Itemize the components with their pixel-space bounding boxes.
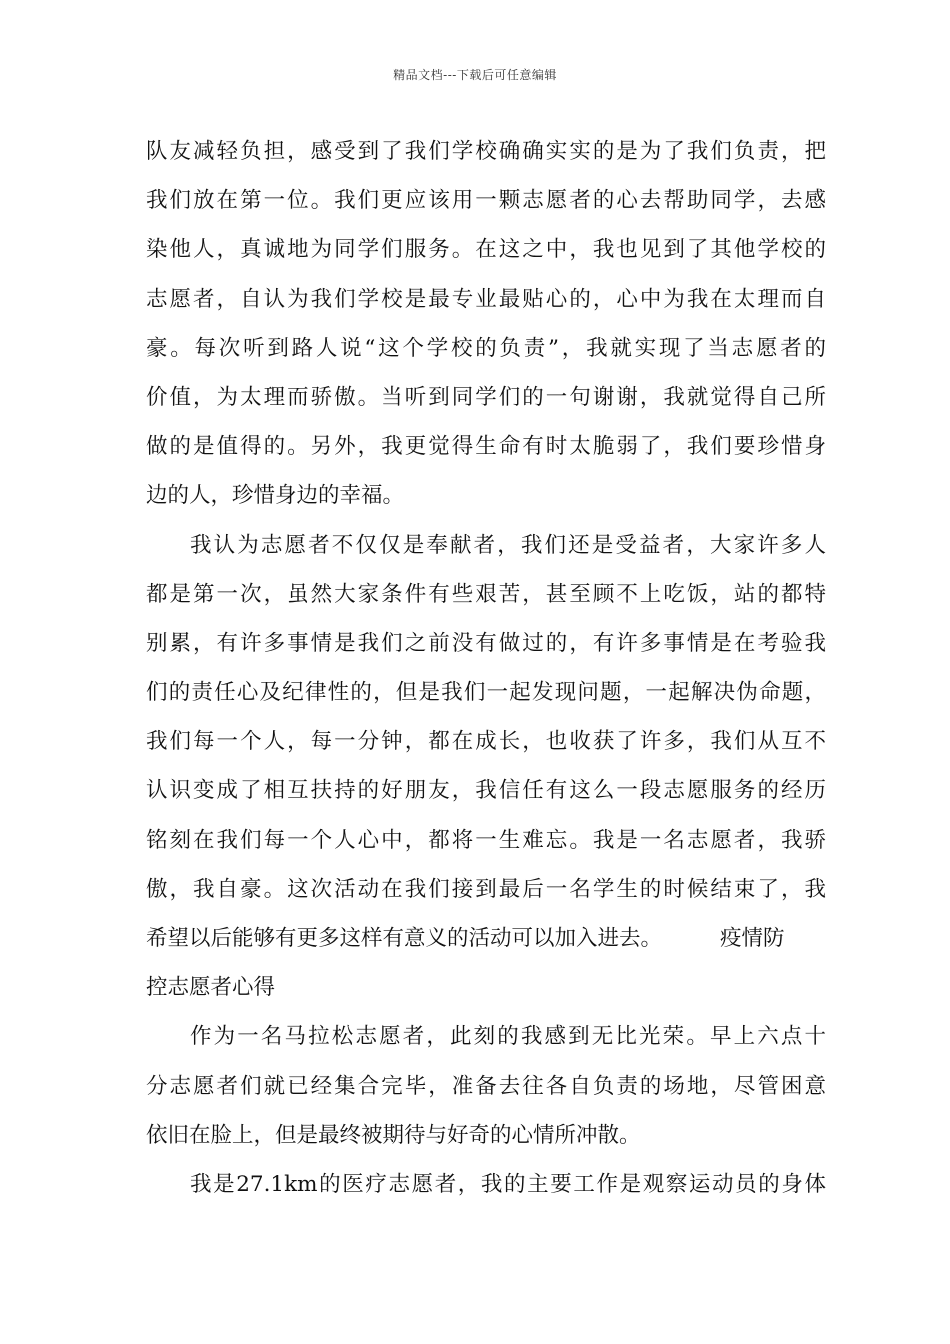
paragraph-2 bbox=[146, 521, 826, 1013]
text-line: 边的人，珍惜身边的幸福。 bbox=[146, 483, 405, 509]
text-line: 作为一名马拉松志愿者，此刻的我感到无比光荣。早上六点十 bbox=[190, 1024, 826, 1050]
text-line: 志愿者，自认为我们学校是最专业最贴心的，心中为我在太理而自 bbox=[146, 286, 826, 312]
text-line: 傲，我自豪。这次活动在我们接到最后一名学生的时候结束了，我 bbox=[146, 876, 826, 902]
paragraph-4 bbox=[146, 1160, 826, 1209]
text-line: 队友减轻负担，感受到了我们学校确确实实的是为了我们负责，把 bbox=[146, 139, 826, 164]
section-heading-end: 控志愿者心得 bbox=[146, 975, 276, 1001]
text-line: 价值，为太理而骄傲。当听到同学们的一句谢谢，我就觉得自己所 bbox=[146, 384, 826, 410]
section-heading-start: 疫情防 bbox=[720, 926, 785, 951]
text-line: 染他人，真诚地为同学们服务。在这之中，我也见到了其他学校的 bbox=[146, 237, 826, 263]
document-body bbox=[146, 127, 826, 1209]
text-line: 都是第一次，虽然大家条件有些艰苦，甚至顾不上吃饭，站的都特 bbox=[146, 581, 826, 607]
text-line: 我们放在第一位。我们更应该用一颗志愿者的心去帮助同学，去感 bbox=[146, 188, 826, 214]
text-line: 认识变成了相互扶持的好朋友，我信任有这么一段志愿服务的经历 bbox=[146, 778, 826, 804]
page-header: 精品文档---下载后可任意编辑 bbox=[393, 68, 557, 82]
paragraph-1 bbox=[146, 127, 826, 521]
text-line: 依旧在脸上，但是最终被期待与好奇的心情所冲散。 bbox=[146, 1122, 641, 1148]
text-line-main: 希望以后能够有更多这样有意义的活动可以加入进去。 bbox=[146, 926, 663, 951]
text-line bbox=[146, 914, 826, 963]
text-line: 做的是值得的。另外，我更觉得生命有时太脆弱了，我们要珍惜身 bbox=[146, 434, 826, 460]
text-line: 我认为志愿者不仅仅是奉献者，我们还是受益者，大家许多人 bbox=[190, 532, 826, 558]
text-line: 豪。每次听到路人说“这个学校的负责”，我就实现了当志愿者的 bbox=[146, 335, 826, 361]
text-line: 铭刻在我们每一个人心中，都将一生难忘。我是一名志愿者，我骄 bbox=[146, 827, 826, 853]
text-line: 别累，有许多事情是我们之前没有做过的，有许多事情是在考验我 bbox=[146, 630, 826, 656]
text-line: 我们每一个人，每一分钟，都在成长，也收获了许多，我们从互不 bbox=[146, 729, 826, 755]
text-line: 我是27.1km的医疗志愿者，我的主要工作是观察运动员的身体 bbox=[190, 1171, 826, 1197]
text-line: 分志愿者们就已经集合完毕，准备去往各自负责的场地，尽管困意 bbox=[146, 1073, 826, 1099]
paragraph-3 bbox=[146, 1012, 826, 1160]
text-line: 们的责任心及纪律性的，但是我们一起发现问题，一起解决伪命题， bbox=[146, 680, 826, 706]
